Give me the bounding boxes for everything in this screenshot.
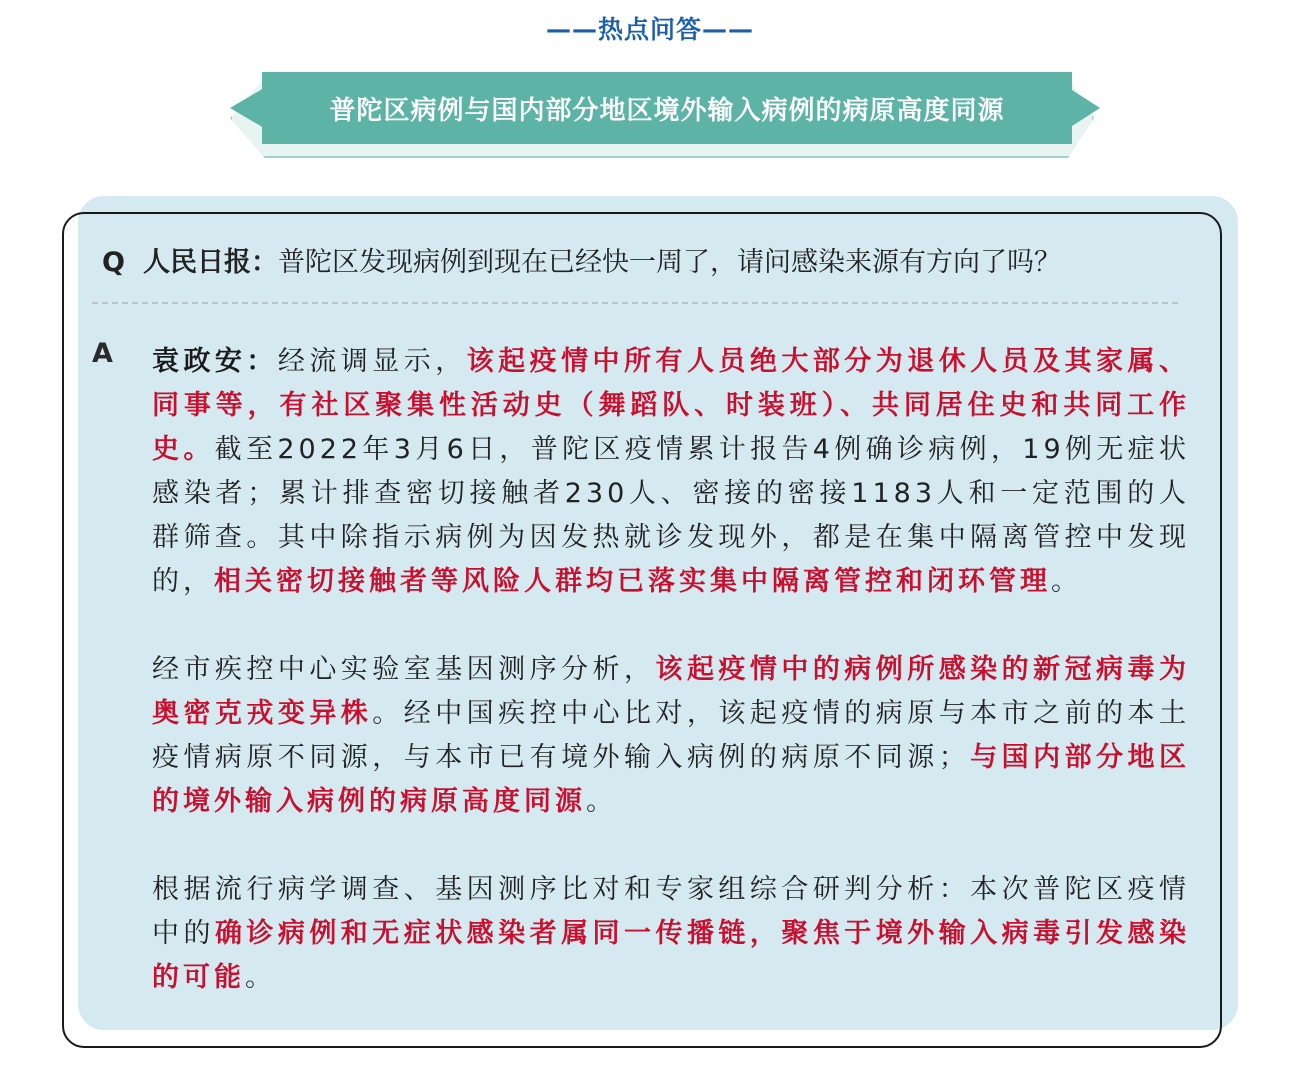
question-text: 普陀区发现病例到现在已经快一周了，请问感染来源有方向了吗？ xyxy=(277,247,1061,278)
highlighted-text: 该起疫情中所有人员绝大部分为退休人员及其家属、同事等，有社区聚集性活动史（舞蹈队、时装班）、共同居住史和共同工作史。 xyxy=(152,346,1190,465)
body-text: 经市疾控中心实验室基因测序分析， xyxy=(152,654,656,685)
body-text: 。 xyxy=(245,962,276,993)
question-row xyxy=(102,240,1061,279)
answer-paragraph-2 xyxy=(152,648,1190,824)
highlighted-text: 确诊病例和无症状感染者属同一传播链，聚焦于境外输入病毒引发感染的可能 xyxy=(152,918,1190,993)
banner-body xyxy=(262,72,1072,144)
answer-mark-label: A xyxy=(92,338,113,369)
body-text: 截至2022年3月6日，普陀区疫情累计报告4例确诊病例，19例无症状感染者；累计排查密切接触者230人、密接的密接1183人和一定范围的人群筛查。其中除指示病例为因发热就诊发现外，都是在集中隔离管控中发现的， xyxy=(152,434,1190,597)
body-text: 根据流行病学调查、基因测序比对和专家组综合研判分析：本次普陀区疫情中的 xyxy=(152,874,1190,949)
dashed-divider xyxy=(92,302,1178,304)
body-text: 经流调显示， xyxy=(277,346,467,377)
banner-left-arrow xyxy=(230,88,264,128)
highlighted-text: 相关密切接触者等风险人群均已落实集中隔离管控和闭环管理 xyxy=(214,566,1051,597)
question-asker: 人民日报： xyxy=(142,247,278,278)
highlighted-text: 与国内部分地区的境外输入病例的病原高度同源 xyxy=(152,742,1190,817)
body-text: 。 xyxy=(1051,566,1082,597)
title-banner xyxy=(222,70,1102,156)
question-mark-label: Q xyxy=(102,247,125,278)
body-text: 。经中国疾控中心比对，该起疫情的病原与本市之前的本土疫情病原不同源，与本市已有境外输入病例的病原不同源； xyxy=(152,698,1190,773)
body-text: 。 xyxy=(586,786,617,817)
banner-right-arrow xyxy=(1072,90,1100,126)
section-header: ——热点问答—— xyxy=(545,15,754,44)
highlighted-text: 该起疫情中的病例所感染的新冠病毒为奥密克戎变异株 xyxy=(152,654,1190,729)
speaker-name: 袁政安： xyxy=(152,346,278,377)
banner-title: 普陀区病例与国内部分地区境外输入病例的病原高度同源 xyxy=(329,95,1005,126)
answer-paragraph-1 xyxy=(152,340,1190,604)
answer-paragraph-3 xyxy=(152,868,1190,1000)
